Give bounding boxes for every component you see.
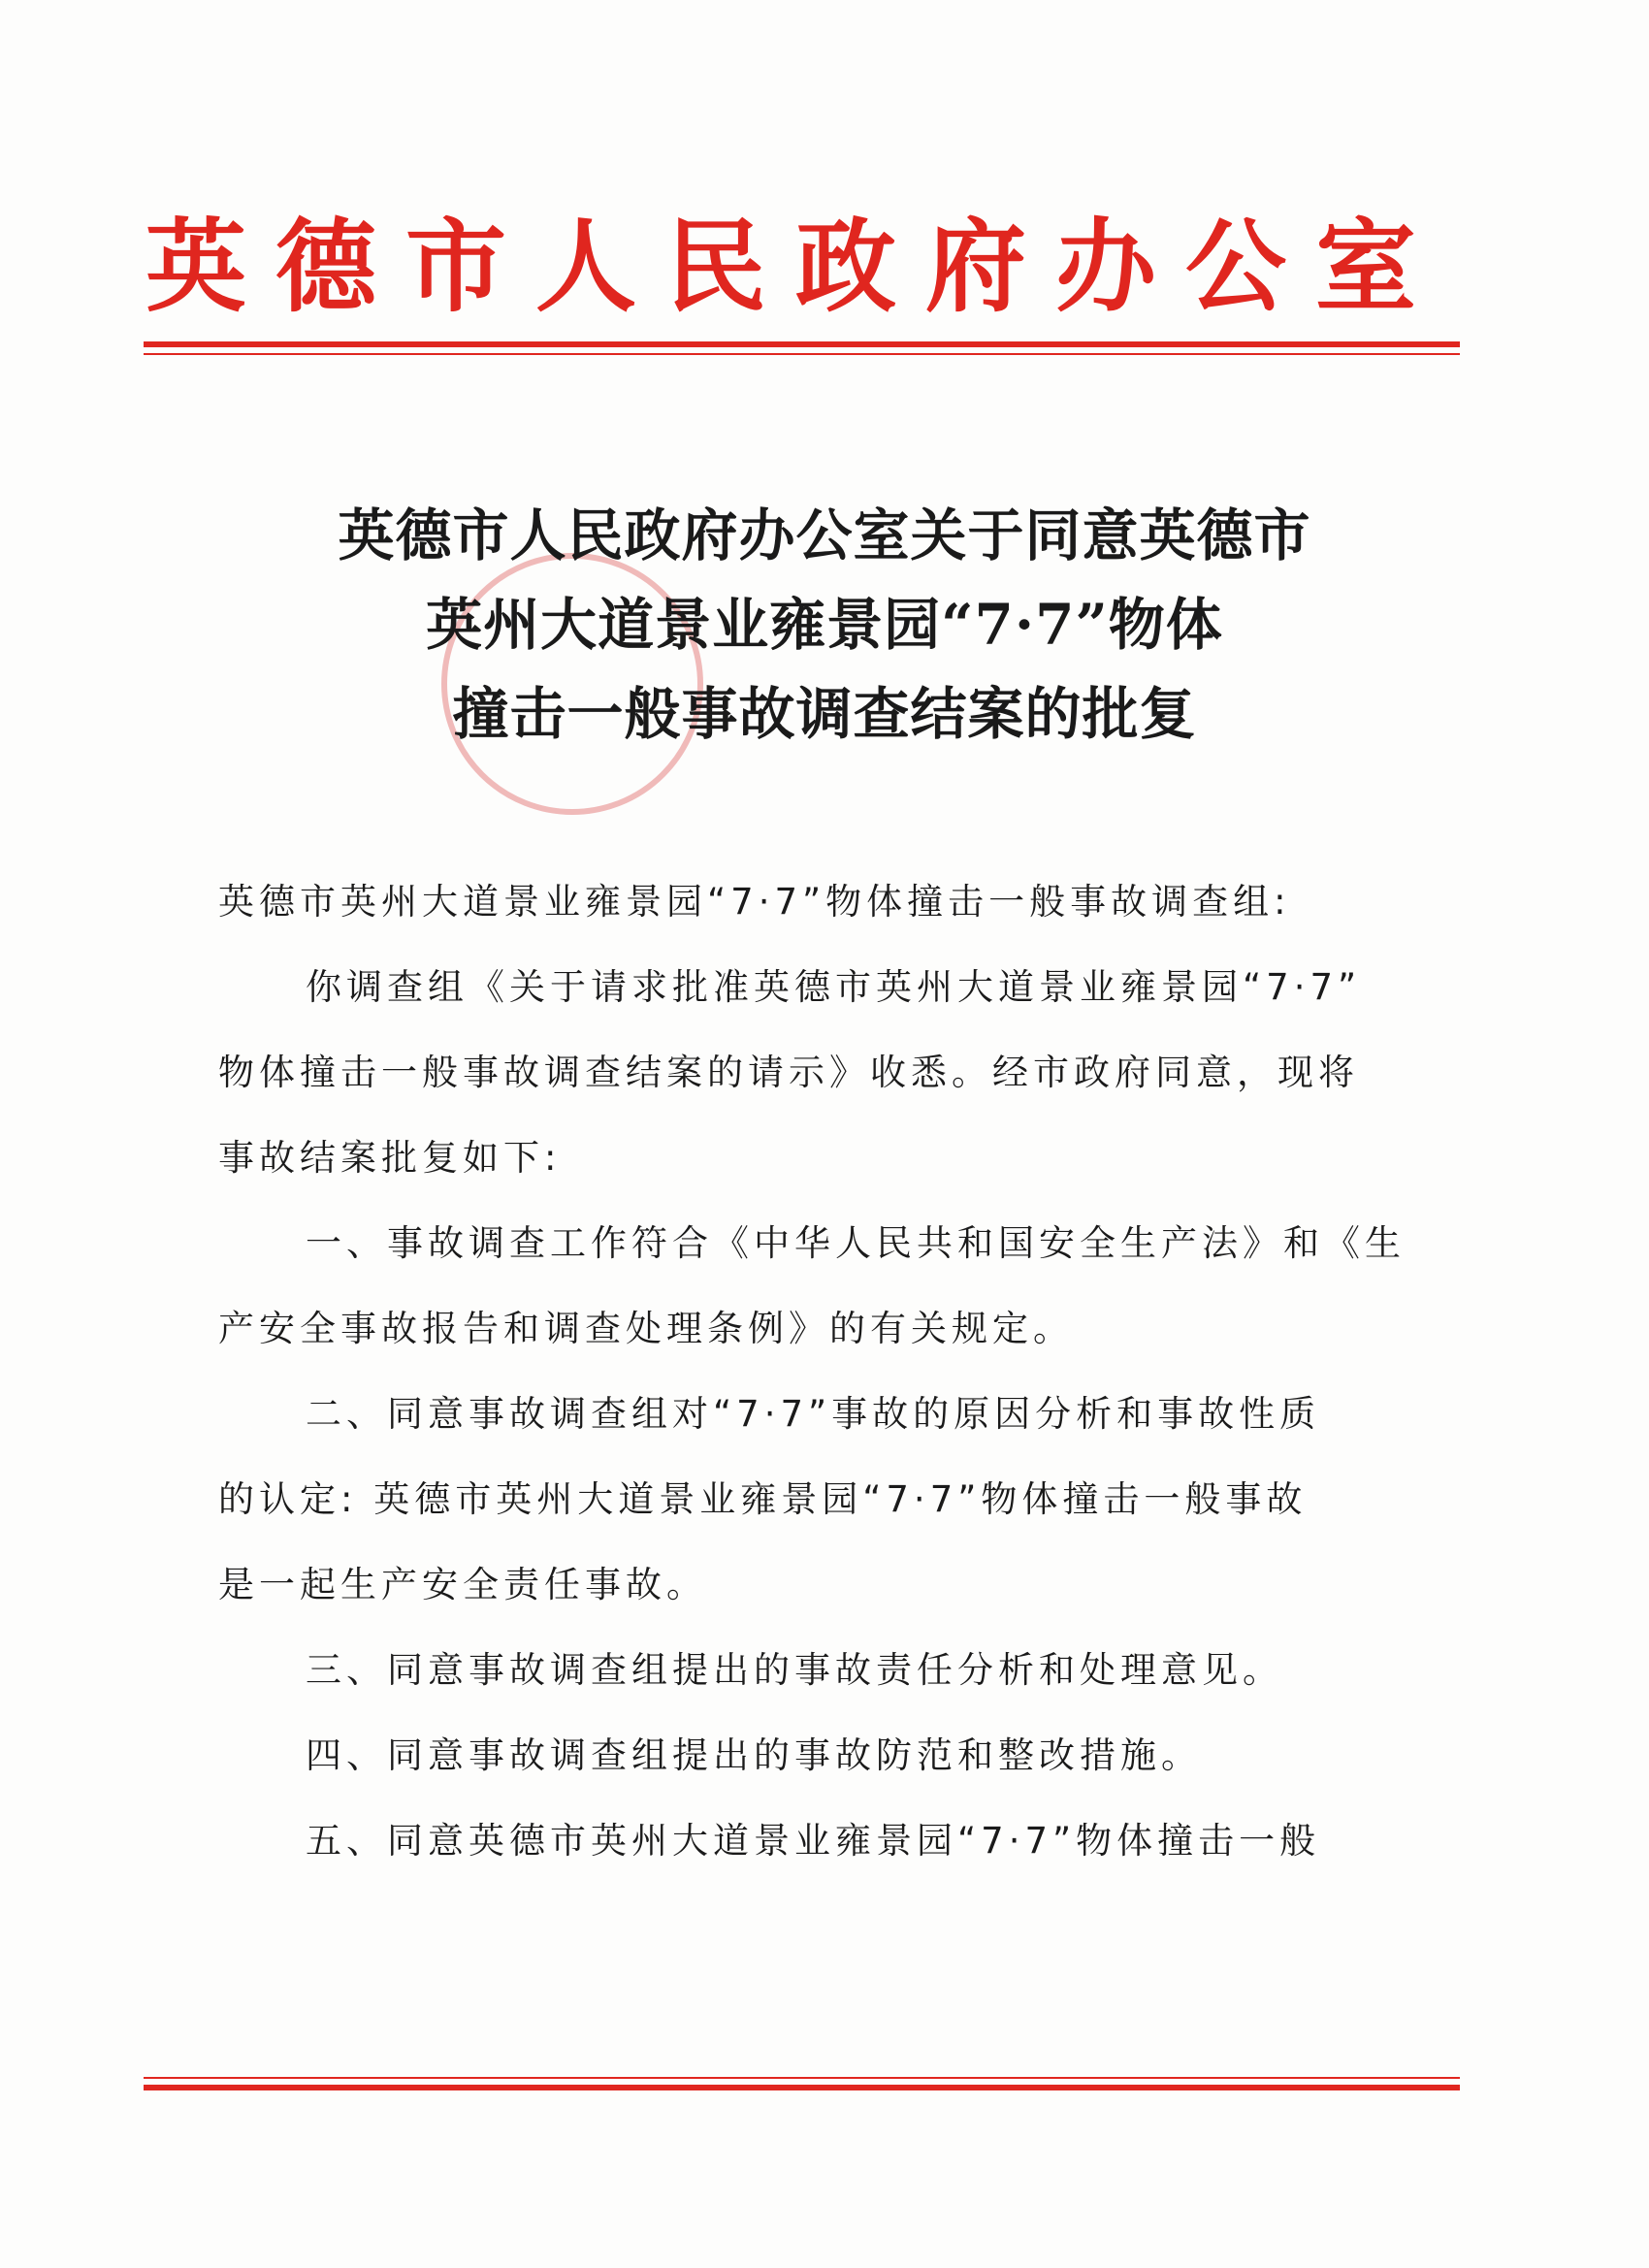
salutation: 英德市英州大道景业雍景园“7·7”物体撞击一般事故调查组: xyxy=(218,881,1291,923)
item-2-line-2: 的认定: 英德市英州大道景业雍景园“7·7”物体撞击一般事故 xyxy=(218,1478,1308,1520)
title-line-2: 英州大道景业雍景园“7·7”物体 xyxy=(426,592,1223,658)
masthead-rule-thick xyxy=(144,341,1460,347)
item-2-line-1: 二、同意事故调查组对“7·7”事故的原因分析和事故性质 xyxy=(306,1393,1321,1435)
footer-rule-thin xyxy=(144,2077,1460,2079)
item-4: 四、同意事故调查组提出的事故防范和整改措施。 xyxy=(306,1734,1202,1776)
masthead-rule-thin xyxy=(144,353,1460,355)
item-2-line-3: 是一起生产安全责任事故。 xyxy=(218,1564,707,1605)
body-line-4: 事故结案批复如下: xyxy=(218,1137,562,1179)
body-line-2: 你调查组《关于请求批准英德市英州大道景业雍景园“7·7” xyxy=(306,966,1362,1008)
title-line-3: 撞击一般事故调查结案的批复 xyxy=(452,681,1197,747)
masthead-title: 英德市人民政府办公室 xyxy=(146,207,1446,326)
item-3: 三、同意事故调查组提出的事故责任分析和处理意见。 xyxy=(306,1649,1283,1691)
item-1-line-1: 一、事故调查工作符合《中华人民共和国安全生产法》和《生 xyxy=(306,1222,1406,1264)
item-1-line-2: 产安全事故报告和调查处理条例》的有关规定。 xyxy=(218,1308,1074,1349)
title-line-1: 英德市人民政府办公室关于同意英德市 xyxy=(338,502,1311,568)
body-line-3: 物体撞击一般事故调查结案的请示》收悉。经市政府同意，现将 xyxy=(218,1052,1359,1093)
footer-rule-thick xyxy=(144,2085,1460,2090)
item-5-line-1: 五、同意英德市英州大道景业雍景园“7·7”物体撞击一般 xyxy=(306,1820,1321,1862)
